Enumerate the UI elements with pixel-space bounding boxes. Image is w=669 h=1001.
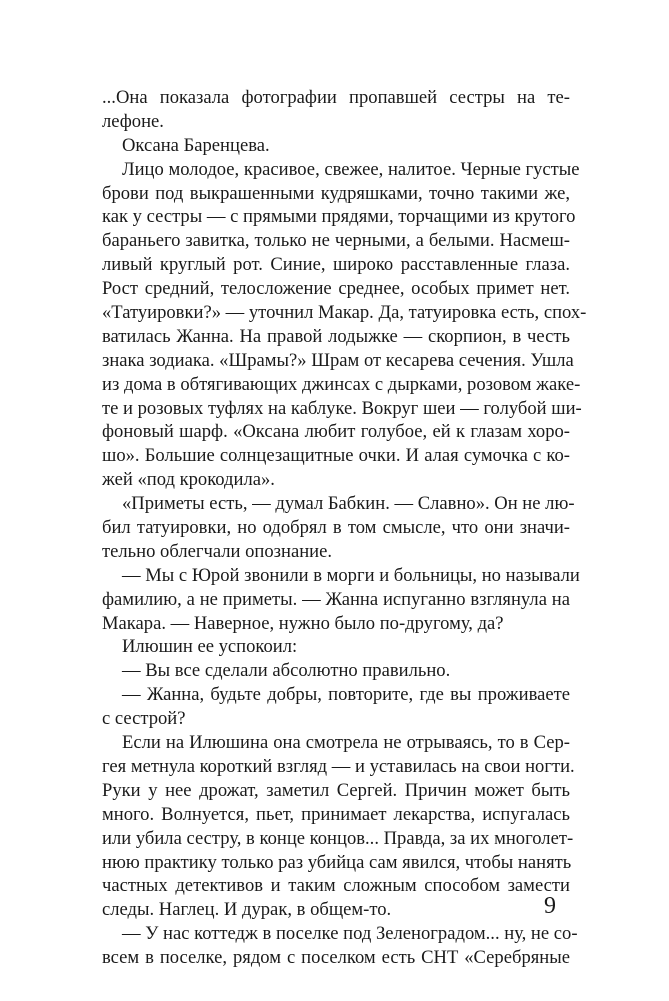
paragraph	[102, 134, 570, 158]
text-line: Илюшин ее успокоил:	[122, 636, 298, 658]
text-line: фамилию, а не приметы. — Жанна испуганно взглянула на	[102, 588, 570, 610]
text-line: нюю практику только раз убийца сам явился, чтобы нанять	[102, 851, 572, 873]
paragraph	[102, 564, 580, 636]
text-line: Руки у нее дрожат, заметил Сергей. Причин может быть	[102, 779, 570, 801]
text-line: Оксана Баренцева.	[122, 134, 270, 156]
paragraph	[102, 86, 570, 134]
text-line: те и розовых туфлях на каблуке. Вокруг шеи — голубой ши-	[102, 397, 582, 419]
text-line: бил татуировки, но одобрял в том смысле, что они значи-	[102, 517, 570, 539]
page-body	[102, 86, 587, 970]
text-line: брови под выкрашенными кудряшками, точно такими же,	[102, 182, 570, 204]
text-line: знака зодиака. «Шрамы?» Шрам от кесарева сечения. Ушла	[102, 349, 574, 371]
text-line: бараньего завитка, только не черными, а белыми. Насмеш-	[102, 230, 570, 252]
text-line: шо». Большие солнцезащитные очки. И алая сумочка с ко-	[102, 445, 570, 467]
text-line: как у сестры — с прямыми прядями, торчащими из крутого	[102, 206, 576, 228]
text-line: всем в поселке, рядом с поселком есть СНТ «Серебряные	[102, 947, 570, 969]
text-line: «Татуировки?» — уточнил Макар. Да, татуировка есть, спох-	[102, 302, 587, 324]
text-line: тельно облегчали опознание.	[102, 540, 333, 562]
text-line: гея метнула короткий взгляд — и уставилась на свои ногти.	[102, 755, 575, 777]
text-line: — Мы с Юрой звонили в морги и больницы, но называли	[122, 564, 580, 586]
paragraph	[102, 683, 570, 731]
paragraph	[102, 635, 570, 659]
text-line: фоновый шарф. «Оксана любит голубое, ей к глазам хоро-	[102, 421, 570, 443]
text-line: ватилась Жанна. На правой лодыжке — скорпион, в честь	[102, 325, 570, 347]
text-line: — Вы все сделали абсолютно правильно.	[122, 660, 451, 682]
text-line: Лицо молодое, красивое, свежее, налитое. Черные густые	[122, 158, 580, 180]
paragraph	[102, 158, 587, 492]
text-line: лефоне.	[102, 110, 164, 132]
text-line: Макара. — Наверное, нужно было по-другому, да?	[102, 612, 504, 634]
text-line: жей «под крокодила».	[102, 469, 275, 491]
paragraph	[102, 731, 575, 922]
paragraph	[102, 492, 575, 564]
text-line: много. Волнуется, пьет, принимает лекарства, испугалась	[102, 803, 570, 825]
text-line: частных детективов и таким сложным способом замести	[102, 875, 570, 897]
text-line: из дома в обтягивающих джинсах с дырками, розовом жаке-	[102, 373, 581, 395]
page-number: 9	[544, 893, 556, 919]
text-line: ливый круглый рот. Синие, широко расставленные глаза.	[102, 254, 570, 276]
text-line: — У нас коттедж в поселке под Зеленоградом... ну, не со-	[122, 923, 578, 945]
text-line: «Приметы есть, — думал Бабкин. — Славно». Он не лю-	[122, 493, 575, 515]
paragraph	[102, 922, 578, 970]
paragraph	[102, 659, 570, 683]
text-line: Рост средний, телосложение среднее, особых примет нет.	[102, 278, 570, 300]
text-line: — Жанна, будьте добры, повторите, где вы проживаете	[122, 684, 570, 706]
text-line: ...Она показала фотографии пропавшей сестры на те-	[102, 87, 570, 108]
text-line: или убила сестру, в конце концов... Правда, за их многолет-	[102, 827, 574, 849]
text-line: с сестрой?	[102, 708, 186, 730]
text-line: следы. Наглец. И дурак, в общем-то.	[102, 899, 392, 921]
text-line: Если на Илюшина она смотрела не отрываясь, то в Сер-	[122, 732, 570, 754]
